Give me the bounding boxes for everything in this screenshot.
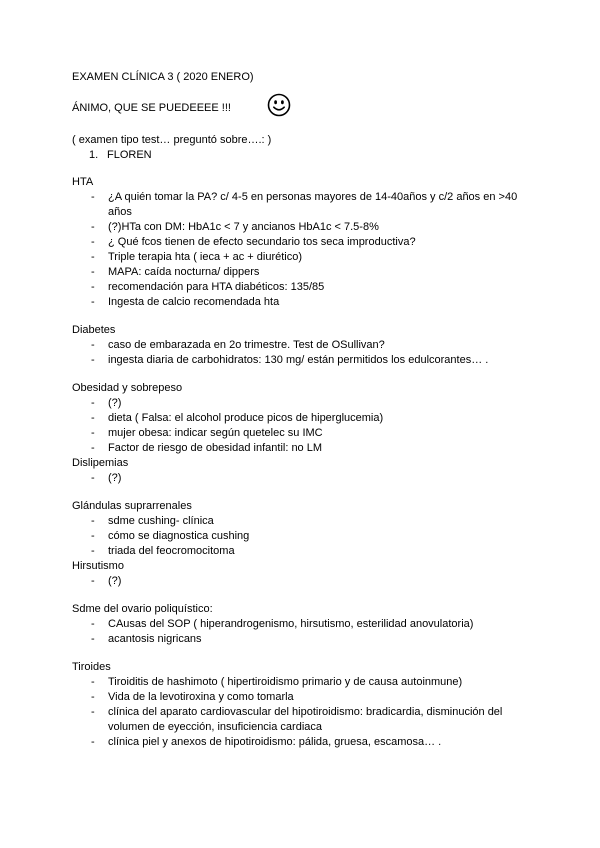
section-list (72, 675, 542, 750)
list-item: - (?) (72, 396, 542, 411)
section-hta (72, 175, 542, 310)
section-heading: Hirsutismo (72, 560, 124, 572)
section-list (72, 514, 542, 559)
section-list (72, 617, 542, 647)
list-item: - Triple terapia hta ( ieca + ac + diurético) (72, 250, 542, 265)
list-item: - Factor de riesgo de obesidad infantil: no LM (72, 441, 542, 456)
list-item: - ¿A quién tomar la PA? c/ 4-5 en personas mayores de 14-40años y c/2 años en >40 años (72, 190, 542, 220)
section-sop (72, 602, 542, 647)
list-item: - acantosis nigricans (72, 632, 542, 647)
smiley-icon (267, 93, 291, 117)
section-list (72, 190, 542, 310)
list-item: - (?) (72, 574, 542, 589)
list-item: - clínica piel y anexos de hipotiroidismo: pálida, gruesa, escamosa… . (72, 735, 542, 750)
list-item: - dieta ( Falsa: el alcohol produce picos de hiperglucemia) (72, 411, 542, 426)
cheer-text: ÁNIMO, QUE SE PUEDEEEE !!! (72, 102, 231, 114)
section-dislipemias (72, 456, 542, 486)
list-item: - ¿ Qué fcos tienen de efecto secundario tos seca improductiva? (72, 235, 542, 250)
section-list (72, 471, 542, 486)
list-item: - recomendación para HTA diabéticos: 135/85 (72, 280, 542, 295)
section-list (72, 396, 542, 456)
list-item: - triada del feocromocitoma (72, 544, 542, 559)
list-item: - cómo se diagnostica cushing (72, 529, 542, 544)
intro-text: ( examen tipo test… preguntó sobre….: ) (72, 134, 272, 146)
list-item: - Tiroiditis de hashimoto ( hipertiroidismo primario y de causa autoinmune) (72, 675, 542, 690)
numbered-list (72, 148, 542, 163)
section-heading: HTA (72, 176, 94, 188)
list-item: - Vida de la levotiroxina y como tomarla (72, 690, 542, 705)
document-title: EXAMEN CLÍNICA 3 ( 2020 ENERO) (72, 71, 254, 83)
section-heading: Diabetes (72, 324, 116, 336)
section-obesidad (72, 381, 542, 456)
numbered-item (72, 148, 542, 163)
section-heading: Tiroides (72, 661, 111, 673)
section-suprarrenales (72, 499, 542, 559)
section-list (72, 574, 542, 589)
item-number: 1. (89, 149, 99, 161)
section-heading: Obesidad y sobrepeso (72, 382, 183, 394)
cheer-line (72, 95, 542, 121)
section-diabetes (72, 323, 542, 368)
list-item: - clínica del aparato cardiovascular del hipotiroidismo: bradicardia, disminución del volumen de eyección, insuficiencia cardiaca (72, 705, 542, 735)
list-item: - (?) (72, 471, 542, 486)
document-page (72, 70, 542, 763)
list-item: - ingesta diaria de carbohidratos: 130 mg/ están permitidos los edulcorantes… . (72, 353, 542, 368)
item-text: FLOREN (107, 149, 152, 161)
list-item: - caso de embarazada en 2o trimestre. Test de OSullivan? (72, 338, 542, 353)
list-item: - sdme cushing- clínica (72, 514, 542, 529)
section-heading: Dislipemias (72, 457, 129, 469)
list-item: - Ingesta de calcio recomendada hta (72, 295, 542, 310)
section-list (72, 338, 542, 368)
list-item: - MAPA: caída nocturna/ dippers (72, 265, 542, 280)
list-item: - (?)HTa con DM: HbA1c < 7 y ancianos HbA1c < 7.5-8% (72, 220, 542, 235)
section-heading: Sdme del ovario poliquístico: (72, 603, 213, 615)
list-item: - CAusas del SOP ( hiperandrogenismo, hirsutismo, esterilidad anovulatoria) (72, 617, 542, 632)
section-tiroides (72, 660, 542, 750)
section-hirsutismo (72, 559, 542, 589)
section-heading: Glándulas suprarrenales (72, 500, 192, 512)
list-item: - mujer obesa: indicar según quetelec su IMC (72, 426, 542, 441)
